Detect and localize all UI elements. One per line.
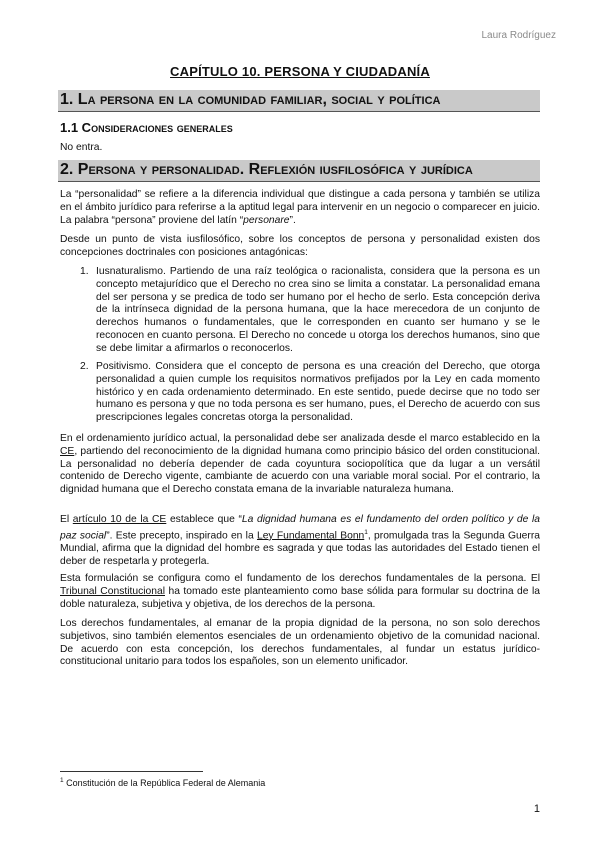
paragraph-personalidad: La “personalidad” se refiere a la diferencia individual que distingue a cada persona y también se utiliza en el ámbito jurídico para referirse a la aptitud legal para intervenir en un negocio o comparecer en juicio. La palabra “persona” proviene del latín “personare”. (60, 189, 540, 226)
footnote-separator (60, 771, 203, 772)
link-ley-fundamental-bonn[interactable]: Ley Fundamental Bonn (256, 530, 365, 542)
section-1-heading-bar (58, 90, 540, 112)
paragraph-derechos-fundamentales: Los derechos fundamentales, al emanar de la propia dignidad de la persona, no son solo derechos subjetivos, sino también elementos esenciales de un ordenamiento objetivo de la comunidad nacional. De acuerdo con esta concepción, los derechos fundamentales, al fundar un estatus jurídico-constitucional unitario para todos los españoles, son un elemento unificador. (60, 618, 540, 668)
paragraph-concepciones: Desde un punto de vista iusfilosófico, sobre los conceptos de persona y personalidad existen dos concepciones doctrinales con posiciones antagónicas: (60, 234, 540, 258)
list-number-2: 2. (80, 361, 89, 372)
paragraph-articulo-10: El artículo 10 de la CE establece que “La dignidad humana es el fundamento del orden político y de la paz social”. Este precepto, inspirado en la Ley Fundamental Bonn$^1$, promulgada tras la Segunda Guerra Mundial, afirma que la dignidad del hombre es sagrada y que todas las autoridades del Estado tienen el deber de respetarla y protegerla. (60, 514, 540, 567)
paragraph-formulacion: Esta formulación se configura como el fundamento de los derechos fundamentales de la persona. El Tribunal Constitucional ha tomado este planteamiento como base sólida para formular su doctrina de la doble naturaleza, subjetiva y objetiva, de los derechos de la persona. (60, 573, 540, 610)
link-articulo-10[interactable]: artículo 10 de la CE (72, 514, 167, 525)
list-number-1: 1. (80, 266, 89, 277)
header-author: Laura Rodríguez (481, 30, 556, 41)
footnote: $^1$ Constitución de la República Federal de Alemania (60, 777, 266, 788)
subsection-1-1-body: No entra. (60, 142, 103, 153)
chapter-title: CAPÍTULO 10. PERSONA Y CIUDADANÍA (170, 64, 430, 79)
paragraph-ordenamiento: En el ordenamiento jurídico actual, la personalidad debe ser analizada desde el marco establecido en la CE, partiendo del reconocimiento de la dignidad humana como principio básico del orden constitucional. La personalidad no debería depender de cada coyuntura sociopolítica que da lugar a un versátil contenido de Derecho vigente, cambiante de acuerdo con una variable moral social. Por el contrario, la dignidad humana que el Derecho constata emana de la invariable naturaleza humana. (60, 433, 540, 496)
section-2-heading: 2. Persona y personalidad. Reflexión iusfilosófica y jurídica (60, 161, 473, 178)
link-tribunal-constitucional[interactable]: Tribunal Constitucional (60, 585, 165, 597)
subsection-1-1-heading: 1.1 Consideraciones generales (60, 120, 233, 135)
page-number: 1 (533, 803, 540, 815)
list-item-positivismo: Positivismo. Considera que el concepto de persona es una creación del Derecho, que otorga personalidad a quien cumple los requisitos normativos prefijados por la Ley en cada momento histórico y en cada ordenamiento determinado. En este sentido, puede decirse que no todo ser humano es persona y que no toda persona es ser humano, pues, el Derecho de acuerdo con sus prescripciones legales concretas otorga la personalidad. (96, 361, 540, 424)
link-ce[interactable]: CE (60, 445, 75, 457)
section-2-heading-bar (58, 160, 540, 182)
list-item-iusnaturalismo: Iusnaturalismo. Partiendo de una raíz teológica o racionalista, considera que la persona es un concepto metajurídico que el Derecho no crea sino se limita a constatar. La personalidad emana del ser persona y se predica de todo ser humano por el hecho de serlo. Esta concepción deriva de la intrínseca dignidad de la persona humana, que la hace merecedora de un conjunto de derechos humanos o fundamentales, que le corresponden en cuanto ser humano y se le reconocen en cuanto persona. El Derecho no concede u otorga los derechos humanos, sino que se debe limitar a afirmarlos o reconocerlos. (96, 266, 540, 354)
section-1-heading: 1. La persona en la comunidad familiar, social y política (60, 91, 441, 108)
footnote-ref: 1 (364, 528, 368, 536)
